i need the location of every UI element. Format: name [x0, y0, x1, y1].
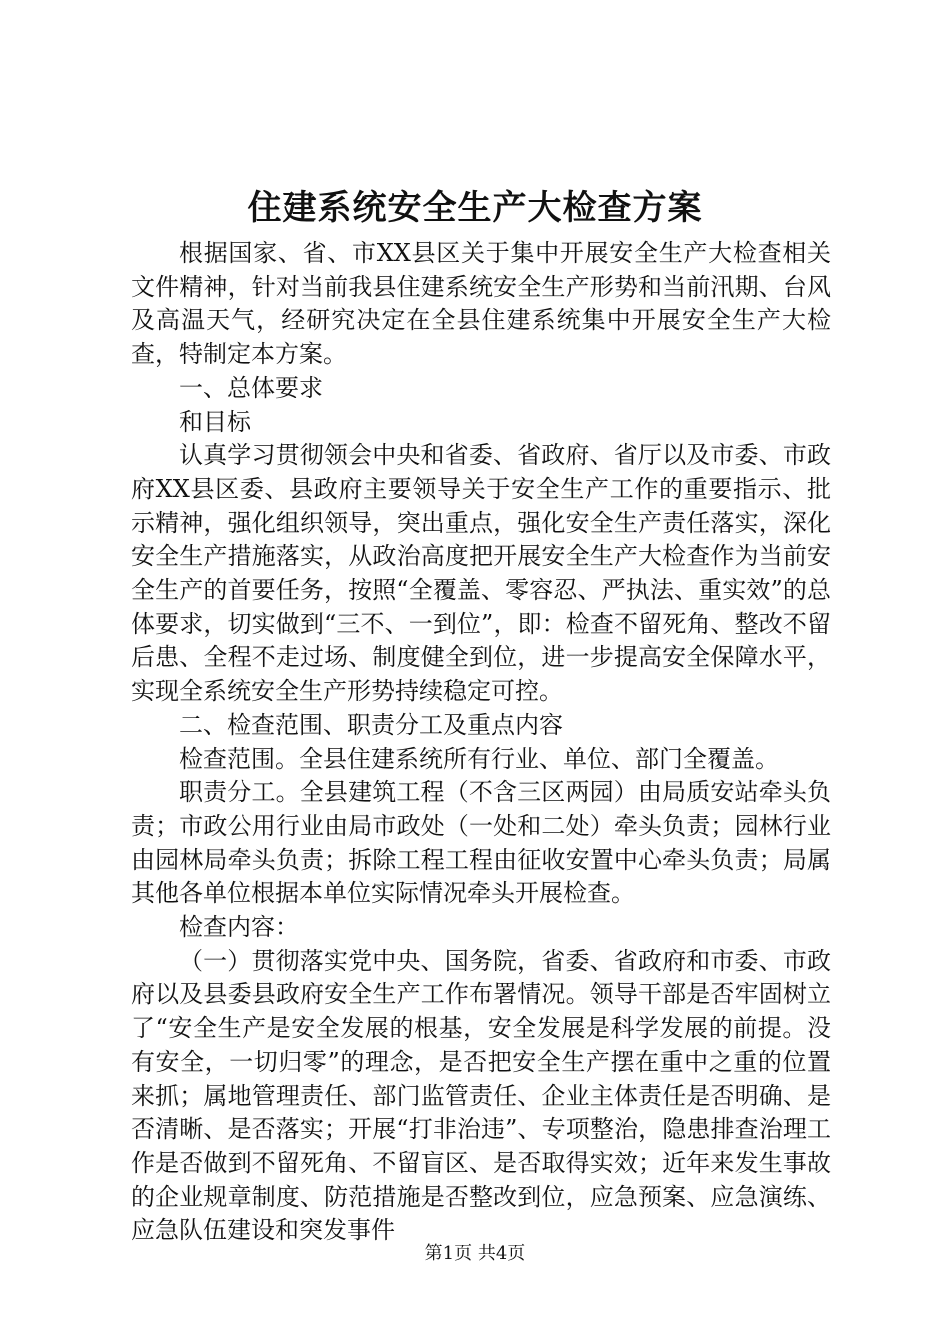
page-footer: 第1页 共4页 [424, 1243, 526, 1264]
section-heading-1: 一、总体要求 [179, 373, 323, 402]
paragraph-requirements: 认真学习贯彻领会中央和省委、省政府、省厅以及市委、市政府XX县区委、县政府主要领导关于安全生产工作的重要指示、批示精神，强化组织领导，突出重点，强化安全生产责任落实，深化安全生产措施落实，从政治高度把开展安全生产大检查作为当前安全生产的首要任务，按照“全覆盖、零容忍、严执法、重实效”的总体要求，切实做到“三不、一到位”，即：检查不留死角、整改不留后患、全程不走过场、制度健全到位，进一步提高安全保障水平，实现全系统安全生产形势持续稳定可控。 [131, 441, 831, 706]
section-heading-1-cont: 和目标 [179, 407, 251, 436]
paragraph-scope: 检查范围。全县住建系统所有行业、单位、部门全覆盖。 [179, 744, 779, 773]
section-heading-2: 二、检查范围、职责分工及重点内容 [179, 710, 563, 739]
paragraph-intro: 根据国家、省、市XX县区关于集中开展安全生产大检查相关文件精神，针对当前我县住建系统安全生产形势和当前汛期、台风及高温天气，经研究决定在全县住建系统集中开展安全生产大检查，特制定本方案。 [131, 239, 831, 369]
paragraph-content-label: 检查内容： [179, 913, 299, 942]
document-body [131, 237, 831, 1248]
paragraph-content-1: （一）贯彻落实党中央、国务院，省委、省政府和市委、市政府以及县委县政府安全生产工作布署情况。领导干部是否牢固树立了“安全生产是安全发展的根基，安全发展是科学发展的前提。没有安全，一切归零”的理念，是否把安全生产摆在重中之重的位置来抓；属地管理责任、部门监管责任、企业主体责任是否明确、是否清晰、是否落实；开展“打非治违”、专项整治，隐患排查治理工作是否做到不留死角、不留盲区、是否取得实效；近年来发生事故的企业规章制度、防范措施是否整改到位，应急预案、应急演练、应急队伍建设和突发事件 [131, 946, 831, 1245]
paragraph-duties: 职责分工。全县建筑工程（不含三区两园）由局质安站牵头负责；市政公用行业由局市政处（一处和二处）牵头负责；园林行业由园林局牵头负责；拆除工程工程由征收安置中心牵头负责；局属其他各单位根据本单位实际情况牵头开展检查。 [131, 778, 831, 908]
document-title: 住建系统安全生产大检查方案 [247, 188, 703, 228]
